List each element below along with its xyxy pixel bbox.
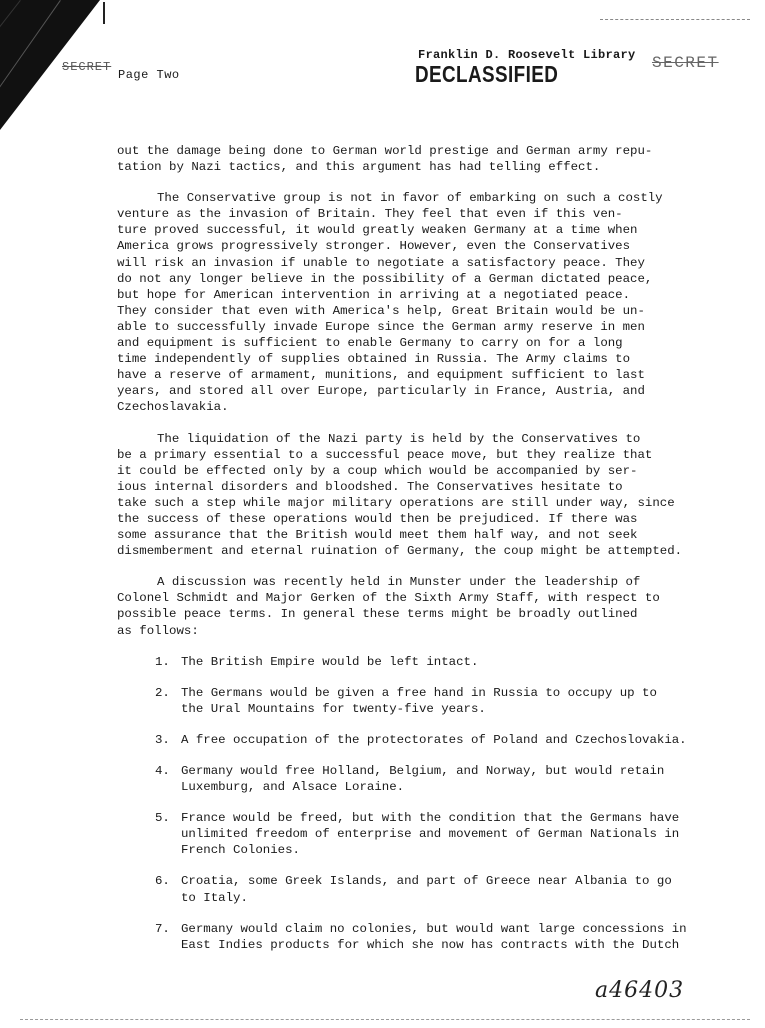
text-line: ious internal disorders and bloodshed. The Conservatives hesitate to xyxy=(117,479,623,494)
text-line: Luxemburg, and Alsace Loraine. xyxy=(181,780,405,795)
list-number: 3. xyxy=(155,732,170,747)
text-line: A discussion was recently held in Munster under the leadership of xyxy=(157,575,641,590)
text-line: America grows progressively stronger. However, even the Conservatives xyxy=(117,239,631,254)
struck-classification: SECRET xyxy=(62,60,112,74)
text-line: East Indies products for which she now has contracts with the Dutch xyxy=(181,937,680,952)
text-line: as follows: xyxy=(117,623,199,638)
text-line: take such a step while major military operations are still under way, since xyxy=(117,495,675,510)
text-line: The British Empire would be left intact. xyxy=(181,654,479,669)
list-number: 2. xyxy=(155,685,170,700)
text-line: dismemberment and eternal ruination of Germany, the coup might be attempted. xyxy=(117,544,683,559)
page-label: Page Two xyxy=(118,68,180,82)
text-line: French Colonies. xyxy=(181,843,300,858)
text-line: The Conservative group is not in favor of embarking on such a costly xyxy=(157,191,663,206)
text-line: it could be effected only by a coup which would be accompanied by ser- xyxy=(117,463,638,478)
text-line: Croatia, some Greek Islands, and part of Greece near Albania to go xyxy=(181,874,672,889)
margin-mark xyxy=(103,2,105,24)
text-line: Germany would claim no colonies, but would want large concessions in xyxy=(181,921,687,936)
text-line: some assurance that the British would meet them half way, and not seek xyxy=(117,528,638,543)
list-item xyxy=(117,921,757,953)
text-line: The Germans would be given a free hand in Russia to occupy up to xyxy=(181,685,657,700)
list-item xyxy=(117,810,757,858)
list-item xyxy=(117,685,757,717)
peace-terms-list xyxy=(117,654,757,953)
text-line: They consider that even with America's help, Great Britain would be un- xyxy=(117,303,645,318)
text-line: ture proved successful, it would greatly weaken Germany at a time when xyxy=(117,223,638,238)
text-line: to Italy. xyxy=(181,890,248,905)
list-item xyxy=(117,732,757,748)
declassified-stamp: DECLASSIFIED xyxy=(415,61,559,87)
handwritten-file-number: a46403 xyxy=(595,978,685,1003)
text-line: Czechoslavakia. xyxy=(117,400,229,415)
text-line: time independently of supplies obtained in Russia. The Army claims to xyxy=(117,352,631,367)
text-line: able to successfully invade Europe since the German army reserve in men xyxy=(117,319,645,334)
list-number: 5. xyxy=(155,811,170,826)
list-number: 6. xyxy=(155,874,170,889)
paragraph xyxy=(117,143,757,175)
text-line: tation by Nazi tactics, and this argument has had telling effect. xyxy=(117,160,601,175)
bottom-edge-rule xyxy=(20,1019,750,1020)
paragraph xyxy=(117,431,757,560)
text-line: the success of these operations would then be prejudiced. If there was xyxy=(117,511,638,526)
text-line: and equipment is sufficient to enable Germany to carry on for a long xyxy=(117,336,623,351)
list-number: 1. xyxy=(155,654,170,669)
text-line: The liquidation of the Nazi party is held by the Conservatives to xyxy=(157,431,641,446)
text-line: the Ural Mountains for twenty-five years. xyxy=(181,701,486,716)
list-item xyxy=(117,654,757,670)
text-line: years, and stored all over Europe, particularly in France, Austria, and xyxy=(117,384,645,399)
text-line: out the damage being done to German world prestige and German army repu- xyxy=(117,144,653,158)
list-item xyxy=(117,873,757,905)
top-edge-rule xyxy=(600,19,750,20)
list-number: 7. xyxy=(155,921,170,936)
document-body xyxy=(117,143,757,968)
text-line: Colonel Schmidt and Major Gerken of the Sixth Army Staff, with respect to xyxy=(117,591,660,606)
text-line: possible peace terms. In general these terms might be broadly outlined xyxy=(117,607,638,622)
list-number: 4. xyxy=(155,764,170,778)
text-line: Germany would free Holland, Belgium, and Norway, but would retain xyxy=(181,764,665,778)
text-line: have a reserve of armament, munitions, and equipment sufficient to last xyxy=(117,368,645,383)
paragraph xyxy=(117,190,757,415)
text-line: A free occupation of the protectorates of Poland and Czechoslovakia. xyxy=(181,732,687,747)
text-line: be a primary essential to a successful peace move, but they realize that xyxy=(117,447,653,462)
text-line: but hope for American intervention in arriving at a negotiated peace. xyxy=(117,287,631,302)
list-item xyxy=(117,763,757,795)
text-line: do not any longer believe in the possibility of a German dictated peace, xyxy=(117,271,653,286)
paragraph xyxy=(117,574,757,638)
text-line: unlimited freedom of enterprise and movement of German Nationals in xyxy=(181,827,680,842)
library-stamp: Franklin D. Roosevelt Library xyxy=(418,48,636,62)
text-line: will risk an invasion if unable to negotiate a satisfactory peace. They xyxy=(117,255,645,270)
text-line: venture as the invasion of Britain. They feel that even if this ven- xyxy=(117,207,623,222)
secret-classification: SECRET xyxy=(652,54,719,72)
text-line: France would be freed, but with the condition that the Germans have xyxy=(181,811,680,826)
